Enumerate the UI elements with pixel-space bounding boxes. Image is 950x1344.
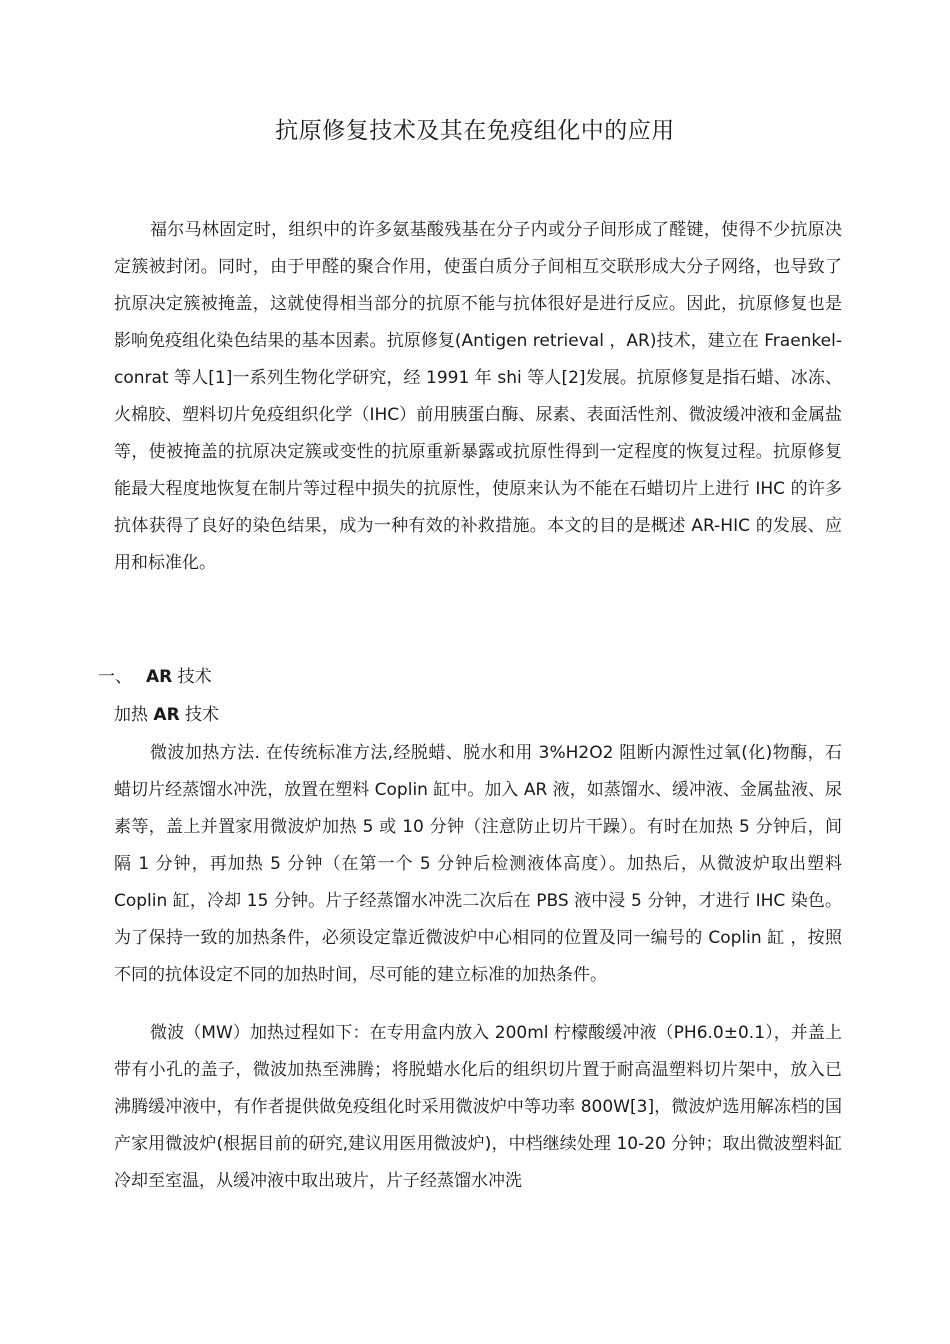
subsection-bold: AR	[153, 705, 180, 725]
section-number: 一、	[98, 667, 132, 687]
page-title: 抗原修复技术及其在免疫组化中的应用	[275, 118, 675, 144]
intro-paragraph: 福尔马林固定时，组织中的许多氨基酸残基在分子内或分子间形成了醛键，使得不少抗原决定簇被封闭。同时，由于甲醛的聚合作用，使蛋白质分子间相互交联形成大分子网络，也导致了抗原决定簇被掩盖，这就使得相当部分的抗原不能与抗体很好是进行反应。因此，抗原修复也是影响免疫组化染色结果的基本因素。抗原修复(Antigen retrieval ，AR)技术，建立在 Fraenkel-conrat 等人[1]一系列生物化学研究，经 1991 年 shi 等人[2]发展。抗原修复是指石蜡、冰冻、火棉胶、塑料切片免疫组织化学（IHC）前用胰蛋白酶、尿素、表面活性剂、微波缓冲液和金属盐等，使被掩盖的抗原决定簇或变性的抗原重新暴露或抗原性得到一定程度的恢复过程。抗原修复能最大程度地恢复在制片等过程中损失的抗原性，使原来认为不能在石蜡切片上进行 IHC 的许多抗体获得了良好的染色结果，成为一种有效的补救措施。本文的目的是概述 AR-HIC 的发展、应用和标准化。	[114, 220, 842, 573]
section-title-rest: 技术	[172, 667, 212, 687]
section-title-bold: AR	[146, 667, 173, 687]
subsection-heading	[114, 700, 219, 730]
subsection-suffix: 技术	[179, 705, 220, 725]
subsection-prefix: 加热	[114, 705, 154, 725]
section-heading	[98, 662, 212, 692]
microwave-process-paragraph: 微波（MW）加热过程如下：在专用盒内放入 200ml 柠檬酸缓冲液（PH6.0±0.1），并盖上带有小孔的盖子，微波加热至沸腾；将脱蜡水化后的组织切片置于耐高温塑料切片架中，放入已沸腾缓冲液中，有作者提供做免疫组化时采用微波炉中等功率 800W[3]，微波炉选用解冻档的国产家用微波炉(根据目前的研究,建议用医用微波炉)，中档继续处理 10-20 分钟；取出微波塑料缸冷却至室温，从缓冲液中取出玻片，片子经蒸馏水冲洗	[114, 1023, 842, 1191]
microwave-method-paragraph: 微波加热方法. 在传统标准方法,经脱蜡、脱水和用 3%H2O2 阻断内源性过氧(化)物酶，石蜡切片经蒸馏水冲洗，放置在塑料 Coplin 缸中。加入 AR 液，如蒸馏水、缓冲液、金属盐液、尿素等，盖上并置家用微波炉加热 5 或 10 分钟（注意防止切片干躁）。有时在加热 5 分钟后，间隔 1 分钟，再加热 5 分钟（在第一个 5 分钟后检测液体高度）。加热后，从微波炉取出塑料 Coplin 缸，冷却 15 分钟。片子经蒸馏水冲洗二次后在 PBS 液中浸 5 分钟，才进行 IHC 染色。为了保持一致的加热条件，必须设定靠近微波炉中心相同的位置及同一编号的 Coplin 缸 ，按照不同的抗体设定不同的加热时间，尽可能的建立标准的加热条件。	[114, 743, 842, 985]
